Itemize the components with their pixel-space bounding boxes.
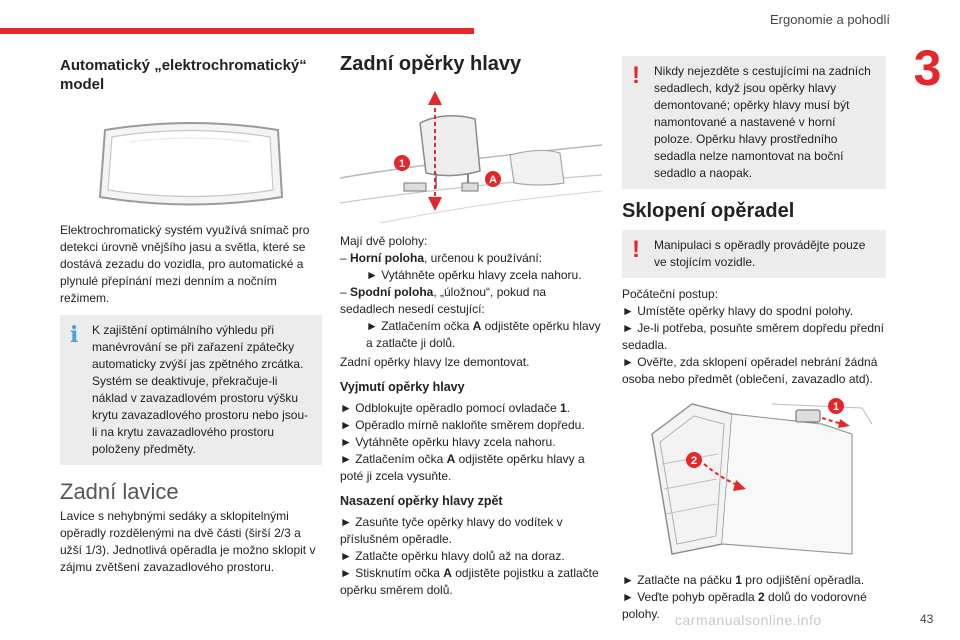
- headrests-heading: Zadní opěrky hlavy: [340, 53, 522, 75]
- headrest-intro: Mají dvě polohy:: [340, 234, 428, 248]
- callout-2: 2: [690, 455, 698, 467]
- headrest-illustration: [340, 83, 602, 223]
- position-upper-step: ► Vytáhněte opěrku hlavy zcela nahoru.: [366, 268, 582, 282]
- seatback-illustration: [622, 394, 886, 562]
- warning-note-2-text: Manipulaci s opěradly provádějte pouze ve stojícím vozidle.: [654, 238, 866, 269]
- callout-1: 1: [398, 158, 406, 170]
- mirror-illustration: [60, 102, 322, 212]
- preliminary-step-3: ► Ověřte, zda sklopení opěradel nebrání žádná osoba nebo předmět (oblečení, zavazadlo atd).: [622, 355, 878, 386]
- folding-step-2: ► Veďte pohyb opěradla 2 dolů do vodorovné polohy.: [622, 590, 867, 621]
- top-accent-bar: [0, 28, 474, 34]
- preliminary-step-1: ► Umístěte opěrky hlavy do spodní polohy.: [622, 304, 854, 318]
- rear-bench-heading: Zadní lavice: [60, 479, 179, 504]
- refit-step-3: ► Stisknutím očka A odjistěte pojistku a zatlačte opěrku směrem dolů.: [340, 566, 599, 597]
- page-number: 43: [920, 612, 934, 626]
- warning-note-1-text: Nikdy nejezděte s cestujícími na zadních sedadlech, když jsou opěrky hlavy demontované; opěrky hlavy musí být namontované a nastavené v horní poloze. Opěrku hlavy prostředního sedadla nelze namontovat na boční sedadlo a naopak.: [654, 64, 871, 180]
- mirror-heading: Automatický „elektrochromatický“ model: [60, 57, 307, 93]
- mirror-description: Elektrochromatický systém využívá snímač pro detekci úrovně vnějšího jasu a světla, které se dostává zezadu do vozidla, pro automatické a plynulé přepínání mezi denním a nočním režimem.: [60, 223, 310, 305]
- callout-1: 1: [832, 401, 840, 413]
- position-upper: – Horní poloha, určenou k používání:: [340, 251, 543, 265]
- chapter-number: 3: [895, 34, 960, 102]
- refit-heading: Nasazení opěrky hlavy zpět: [340, 494, 503, 508]
- preliminary-title: Počáteční postup:: [622, 287, 719, 301]
- removal-step-1: ► Odblokujte opěradlo pomocí ovladače 1.: [340, 401, 571, 415]
- rear-bench-description: Lavice s nehybnými sedáky a sklopitelnými opěradly rozdělenými na dvě části (širší 2/3 a užší 1/3). Jednotlivá opěradla je možno sklopit v zájmu zvětšení zavazadlového prostoru.: [60, 509, 316, 574]
- refit-step-1: ► Zasuňte tyče opěrky hlavy do vodítek v příslušném opěradle.: [340, 515, 563, 546]
- warning-icon: !: [632, 236, 640, 263]
- removal-step-2: ► Opěradlo mírně nakloňte směrem dopředu.: [340, 418, 585, 432]
- column-2: [340, 53, 602, 599]
- watermark: carmanualsonline.info: [675, 612, 822, 628]
- info-icon: i: [70, 322, 79, 348]
- column-1: [60, 56, 322, 582]
- info-note-text: K zajištění optimálního výhledu při manévrování se při zařazení zpátečky automaticky zvýší jas zpětného zrcátka. Systém se deaktivuje, překračuje-li náklad v zavazadlovém prostoru výšku krytu zavazadlového prostoru nebo jsou-li na krytu zavazadlového prostoru položeny předměty.: [92, 323, 309, 456]
- refit-step-2: ► Zatlačte opěrku hlavy dolů až na doraz.: [340, 549, 565, 563]
- column-3: [622, 56, 886, 623]
- position-lower: – Spodní poloha, „úložnou“, pokud na sedadlech nesedí cestující:: [340, 285, 547, 316]
- callout-a: A: [489, 174, 497, 186]
- warning-icon: !: [632, 62, 640, 89]
- folding-step-1: ► Zatlačte na páčku 1 pro odjištění opěradla.: [622, 573, 865, 587]
- warning-note-1: [622, 56, 886, 189]
- folding-heading: Sklopení opěradel: [622, 200, 795, 222]
- removable-note: Zadní opěrky hlavy lze demontovat.: [340, 355, 530, 369]
- removal-heading: Vyjmutí opěrky hlavy: [340, 380, 465, 394]
- chapter-title: Ergonomie a pohodlí: [770, 12, 890, 27]
- preliminary-step-2: ► Je-li potřeba, posuňte směrem dopředu přední sedadla.: [622, 321, 885, 352]
- warning-note-2: [622, 230, 886, 278]
- removal-step-4: ► Zatlačením očka A odjistěte opěrku hlavy a poté ji zcela vysuňte.: [340, 452, 585, 483]
- position-lower-step: ► Zatlačením očka A odjistěte opěrku hlavy a zatlačte ji dolů.: [366, 319, 601, 350]
- removal-step-3: ► Vytáhněte opěrku hlavy zcela nahoru.: [340, 435, 556, 449]
- info-note: [60, 315, 322, 465]
